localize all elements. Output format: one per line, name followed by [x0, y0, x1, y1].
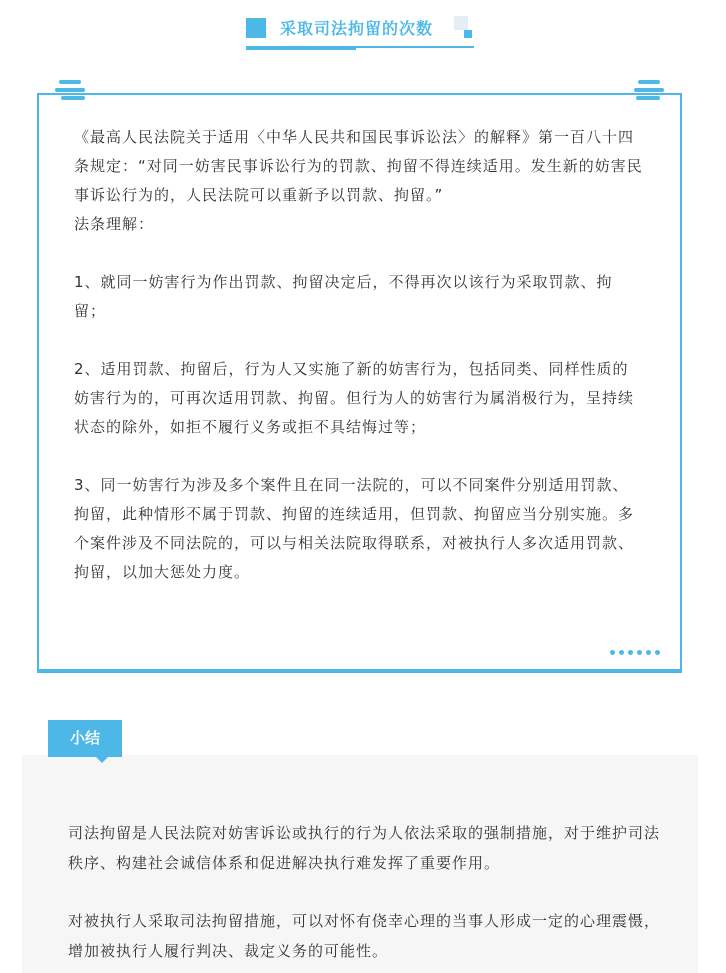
decorative-lines-icon [634, 80, 664, 100]
square-icon [246, 18, 266, 38]
decorative-lines-icon [55, 80, 85, 100]
article-point: 1、就同一妨害行为作出罚款、拘留决定后，不得再次以该行为采取罚款、拘留； [74, 273, 613, 320]
article-point: 2、适用罚款、拘留后，行为人又实施了新的妨害行为，包括同类、同样性质的妨害行为的，可再次适用罚款、拘留。但行为人的妨害行为属消极行为，呈持续状态的除外，如拒不履行义务或拒不具结悔过等； [74, 360, 635, 436]
summary-paragraph: 对被执行人采取司法拘留措施，可以对怀有侥幸心理的当事人形成一定的心理震慑，增加被执行人履行判决、裁定义务的可能性。 [68, 912, 661, 960]
summary-tag-label: 小结 [69, 729, 100, 747]
article-frame [37, 93, 682, 673]
summary-paragraph: 司法拘留是人民法院对妨害诉讼或执行的行为人依法采取的强制措施，对于维护司法秩序、构建社会诚信体系和促进解决执行难发挥了重要作用。 [68, 824, 661, 872]
law-quote: 《最高人民法院关于适用〈中华人民共和国民事诉讼法〉的解释》第一百八十四条规定：“对同一妨害民事诉讼行为的罚款、拘留不得连续适用。发生新的妨害民事诉讼行为的，人民法院可以重新予以罚款、拘留。” [74, 128, 643, 204]
square-icon [454, 16, 468, 30]
article-heading: 法条理解： [74, 215, 155, 233]
summary-body [68, 818, 668, 966]
dots-icon [610, 650, 660, 655]
divider [246, 46, 356, 50]
tag-pointer-icon [96, 757, 108, 763]
section-title: 采取司法拘留的次数 [280, 19, 434, 38]
article-point: 3、同一妨害行为涉及多个案件且在同一法院的，可以不同案件分别适用罚款、拘留，此种情形不属于罚款、拘留的连续适用，但罚款、拘留应当分别实施。多个案件涉及不同法院的，可以与相关法院取得联系，对被执行人多次适用罚款、拘留，以加大惩处力度。 [74, 476, 635, 581]
summary-tag [48, 720, 122, 757]
section-title-banner [246, 12, 474, 56]
article-body [74, 123, 644, 587]
square-icon [464, 30, 472, 38]
